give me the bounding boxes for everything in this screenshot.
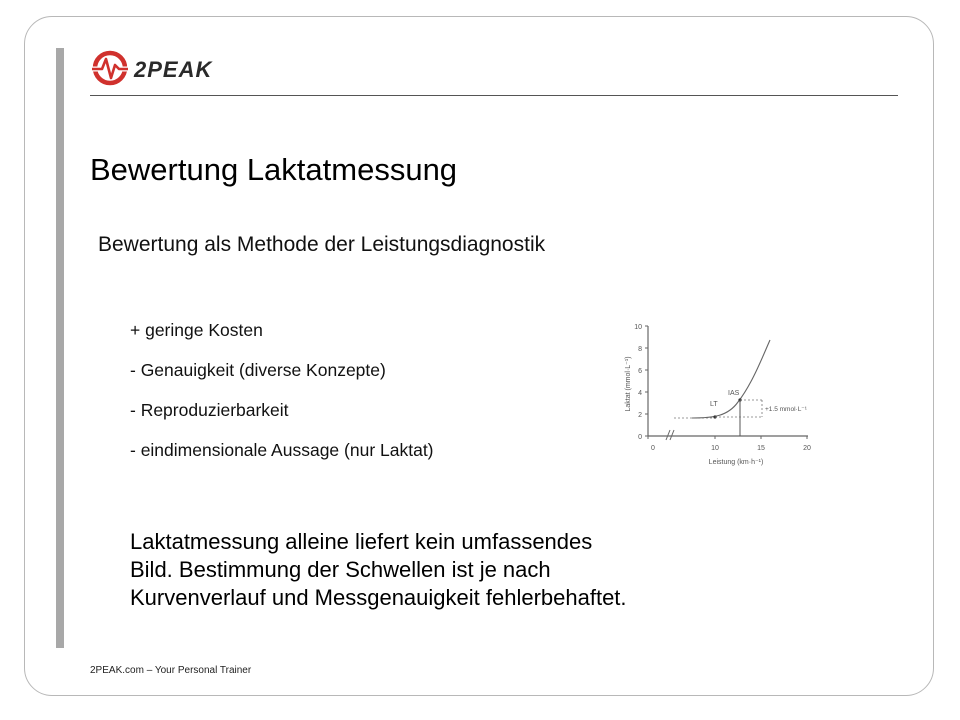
bullet-item: - Reproduzierbarkeit — [130, 400, 289, 420]
x-tick-label: 20 — [803, 445, 811, 452]
brand-logo — [90, 48, 260, 88]
slide-title: Bewertung Laktatmessung — [90, 152, 458, 187]
y-tick-label: 4 — [638, 390, 642, 397]
y-tick-label: 8 — [638, 346, 642, 353]
conclusion-text — [130, 528, 627, 612]
heartbeat-icon — [92, 53, 128, 83]
bullet-list — [130, 320, 434, 480]
delta-label: +1.5 mmol·L⁻¹ — [765, 406, 807, 413]
ias-label: IAS — [728, 390, 740, 397]
x-tick-label: 10 — [711, 445, 719, 452]
bullet-item: + geringe Kosten — [130, 320, 263, 340]
bullet-item: - eindimensionale Aussage (nur Laktat) — [130, 440, 434, 460]
y-tick-label: 0 — [638, 434, 642, 441]
conclusion-line: Kurvenverlauf und Messgenauigkeit fehlerbehaftet. — [130, 585, 627, 610]
y-tick-label: 2 — [638, 412, 642, 419]
conclusion-line: Laktatmessung alleine liefert kein umfassendes — [130, 529, 593, 554]
x-tick-label: 0 — [651, 445, 655, 452]
brand-wordmark: 2PEAK — [134, 57, 213, 82]
axis-break-mark — [670, 430, 674, 440]
conclusion-line: Bild. Bestimmung der Schwellen ist je nach — [130, 557, 551, 582]
footer-text: 2PEAK.com – Your Personal Trainer — [90, 665, 252, 676]
x-tick-label: 15 — [757, 445, 765, 452]
y-axis-label: Laktat (mmol·L⁻¹) — [625, 356, 632, 412]
lactate-curve-figure — [604, 318, 822, 474]
accent-bar — [56, 48, 64, 648]
x-axis-label: Leistung (km·h⁻¹) — [708, 459, 764, 466]
y-tick-label: 6 — [638, 368, 642, 375]
lactate-curve — [692, 340, 770, 418]
y-tick-label: 10 — [634, 324, 642, 331]
axis-break-mark — [666, 430, 670, 440]
header-divider — [90, 95, 898, 96]
slide-subtitle: Bewertung als Methode der Leistungsdiagnostik — [98, 233, 546, 256]
lt-label: LT — [710, 401, 718, 408]
bullet-item: - Genauigkeit (diverse Konzepte) — [130, 360, 386, 380]
